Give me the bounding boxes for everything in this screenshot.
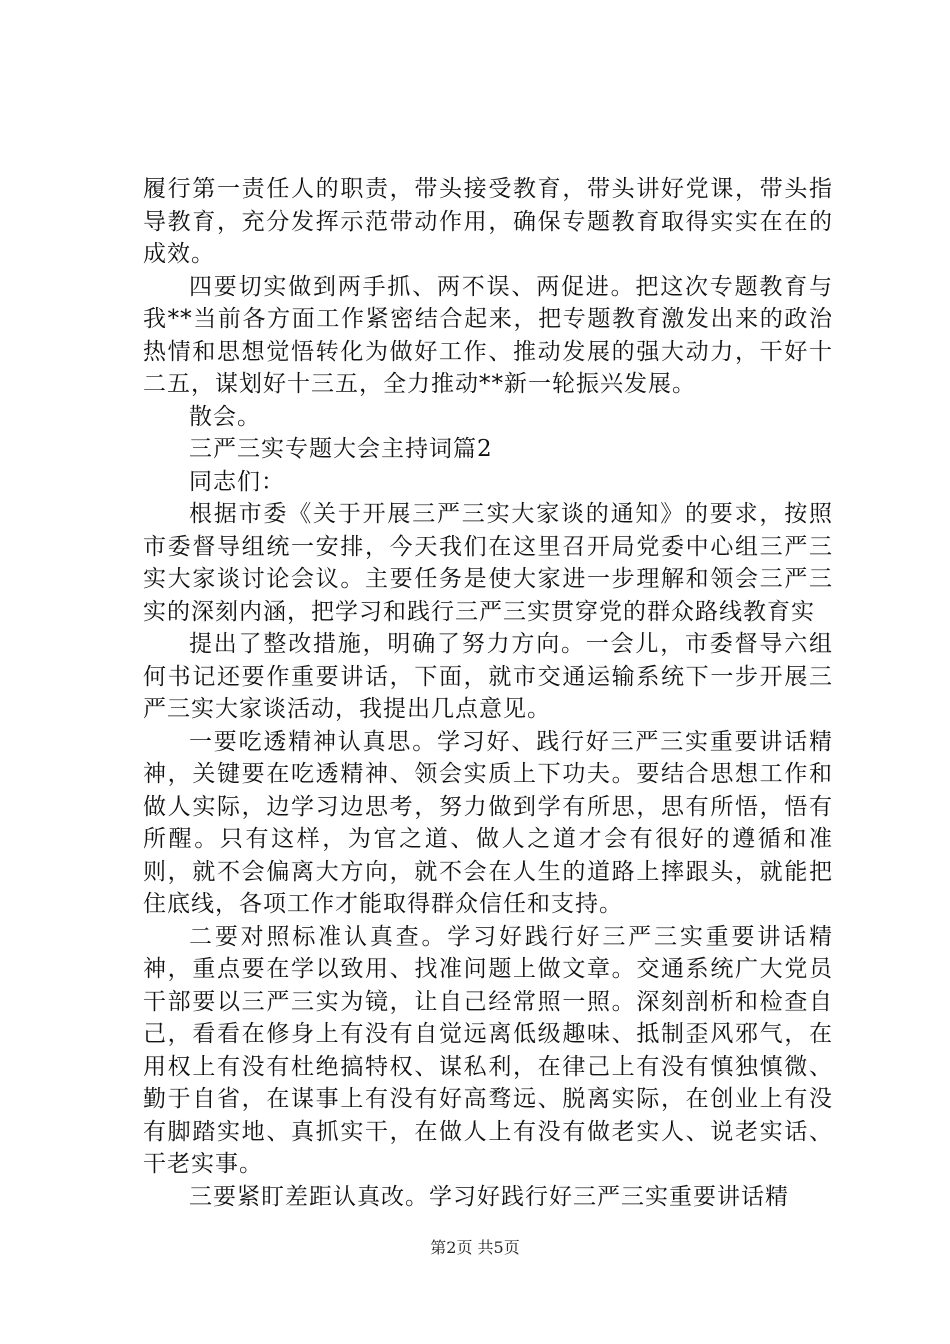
paragraph: 四要切实做到两手抓、两不误、两促进。把这次专题教育与我**当前各方面工作紧密结合起来，把专题教育激发出来的政治热情和思想觉悟转化为做好工作、推动发展的强大动力，干好十二五，谋划好十三五，全力推动**新一轮振兴发展。	[143, 273, 833, 397]
salutation: 同志们：	[189, 468, 285, 495]
section-heading: 三严三实专题大会主持词篇2	[189, 436, 493, 462]
page-number: 第2页 共5页	[430, 1238, 520, 1257]
paragraph: 散会。	[189, 403, 261, 430]
paragraph: 提出了整改措施，明确了努力方向。一会儿，市委督导六组何书记还要作重要讲话，下面，就市交通运输系统下一步开展三严三实大家谈活动，我提出几点意见。	[143, 631, 833, 722]
paragraph: 一要吃透精神认真思。学习好、践行好三严三实重要讲话精神，关键要在吃透精神、领会实质上下功夫。要结合思想工作和做人实际，边学习边思考，努力做到学有所思，思有所悟，悟有所醒。只有这样，为官之道、做人之道才会有很好的遵循和准则，就不会偏离大方向，就不会在人生的道路上摔跟头，就能把住底线，各项工作才能取得群众信任和支持。	[143, 728, 833, 917]
page-footer	[0, 1238, 950, 1258]
paragraph: 三要紧盯差距认真改。学习好践行好三严三实重要讲话精	[189, 1183, 789, 1210]
document-body	[143, 173, 833, 1213]
paragraph: 二要对照标准认真查。学习好践行好三严三实重要讲话精神，重点要在学以致用、找准问题上做文章。交通系统广大党员干部要以三严三实为镜，让自己经常照一照。深刻剖析和检查自己，看看在修身上有没有自觉远离低级趣味、抵制歪风邪气，在用权上有没有杜绝搞特权、谋私利，在律己上有没有慎独慎微、勤于自省，在谋事上有没有好高骛远、脱离实际，在创业上有没有脚踏实地、真抓实干，在做人上有没有做老实人、说老实话、干老实事。	[143, 923, 833, 1177]
paragraph: 履行第一责任人的职责，带头接受教育，带头讲好党课，带头指导教育，充分发挥示范带动作用，确保专题教育取得实实在在的成效。	[143, 176, 833, 267]
paragraph: 根据市委《关于开展三严三实大家谈的通知》的要求，按照市委督导组统一安排，今天我们在这里召开局党委中心组三严三实大家谈讨论会议。主要任务是使大家进一步理解和领会三严三实的深刻内涵，把学习和践行三严三实贯穿党的群众路线教育实	[143, 501, 833, 625]
